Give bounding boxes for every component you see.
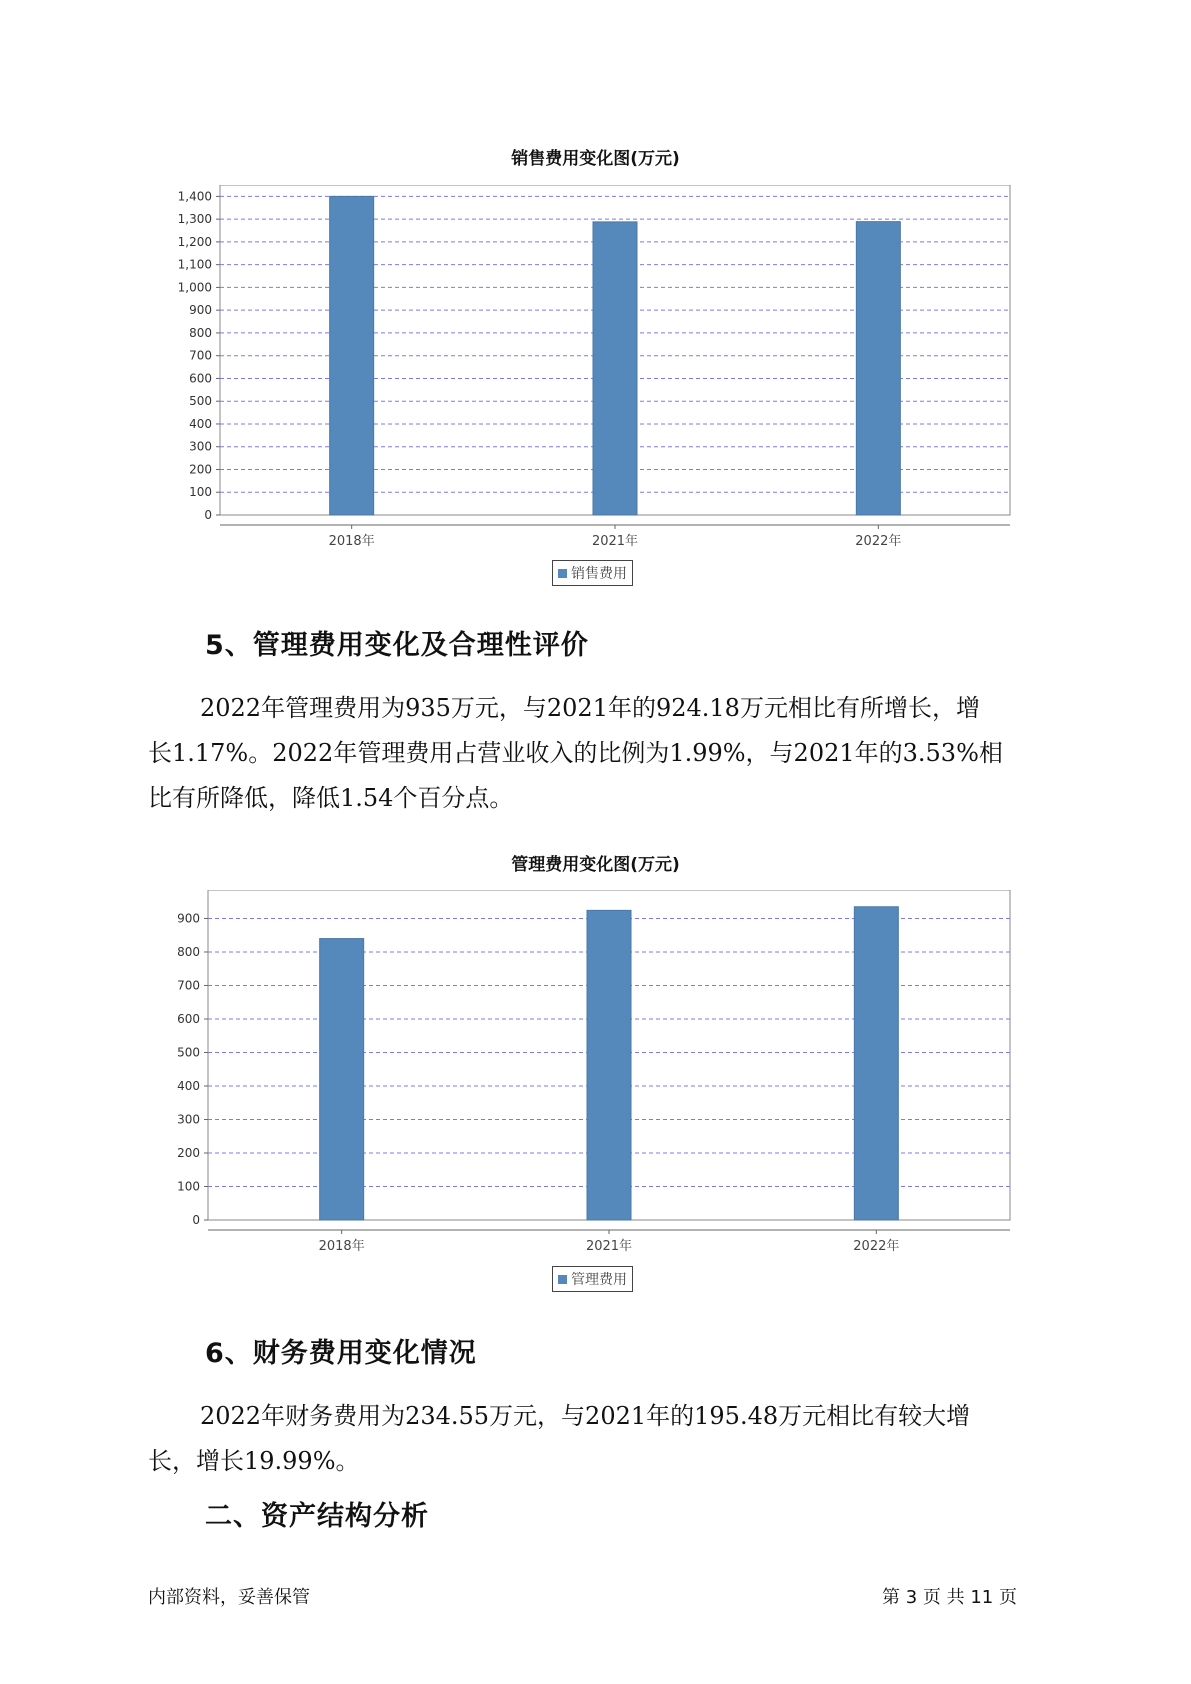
y-tick-label: 100	[189, 485, 212, 500]
y-tick-label: 400	[189, 416, 212, 431]
finance-expense-paragraph	[148, 1394, 1048, 1484]
y-tick-label: 1,400	[177, 189, 212, 204]
y-tick-label: 1,300	[177, 212, 212, 227]
x-tick-label: 2018年	[328, 534, 375, 549]
y-tick-label: 0	[204, 508, 212, 522]
section-heading-admin-expense: 5、管理费用变化及合理性评价	[205, 630, 589, 661]
x-tick-label: 2018年	[318, 1239, 365, 1254]
y-tick-label: 700	[177, 978, 200, 993]
paragraph-line: 2022年财务费用为234.55万元，与2021年的195.48万元相比有较大增	[200, 1402, 971, 1430]
bar	[593, 222, 637, 515]
paragraph-line: 长，增长19.99%。	[148, 1447, 360, 1475]
y-tick-label: 200	[177, 1145, 200, 1160]
sales-expense-chart-title: 销售费用变化图(万元)	[511, 149, 680, 169]
legend-swatch	[558, 1275, 567, 1284]
x-tick-label: 2022年	[853, 1239, 900, 1254]
bar	[856, 222, 900, 515]
section-heading-finance-expense: 6、财务费用变化情况	[205, 1338, 477, 1369]
y-tick-label: 800	[177, 944, 200, 959]
y-tick-label: 600	[177, 1011, 200, 1026]
y-tick-label: 100	[177, 1179, 200, 1194]
y-tick-label: 1,100	[177, 257, 212, 272]
y-tick-label: 1,200	[177, 234, 212, 249]
y-tick-label: 1,000	[177, 280, 212, 295]
y-tick-label: 500	[189, 394, 212, 409]
y-tick-label: 800	[189, 325, 212, 340]
paragraph-line: 比有所降低，降低1.54个百分点。	[148, 784, 514, 812]
y-tick-label: 600	[189, 371, 212, 386]
admin-expense-legend	[552, 1266, 633, 1292]
legend-label: 管理费用	[571, 1272, 627, 1288]
y-tick-label: 300	[189, 439, 212, 454]
bar	[854, 907, 898, 1220]
admin-expense-chart	[0, 890, 1191, 1260]
sales-expense-legend	[552, 560, 633, 586]
x-tick-label: 2021年	[585, 1239, 633, 1254]
footer-page-number: 第 3 页 共 11 页	[882, 1587, 1017, 1608]
admin-expense-chart-title: 管理费用变化图(万元)	[511, 855, 680, 875]
y-tick-label: 300	[177, 1112, 200, 1127]
y-tick-label: 500	[177, 1045, 200, 1060]
sales-expense-chart	[0, 185, 1191, 555]
legend-swatch	[558, 569, 567, 578]
paragraph-line: 2022年管理费用为935万元，与2021年的924.18万元相比有所增长，增	[200, 694, 980, 722]
x-tick-label: 2022年	[855, 534, 902, 549]
y-tick-label: 0	[192, 1213, 200, 1227]
y-tick-label: 400	[177, 1078, 200, 1093]
y-tick-label: 900	[189, 303, 212, 318]
bar	[320, 939, 364, 1220]
paragraph-line: 长1.17%。2022年管理费用占营业收入的比例为1.99%，与2021年的3.53%相	[148, 739, 1003, 767]
legend-label: 销售费用	[571, 566, 627, 582]
footer-confidential-note: 内部资料，妥善保管	[148, 1587, 310, 1608]
section-heading-asset-structure: 二、资产结构分析	[205, 1501, 429, 1532]
y-tick-label: 700	[189, 348, 212, 363]
bar	[587, 910, 631, 1220]
y-tick-label: 200	[189, 462, 212, 477]
x-tick-label: 2021年	[591, 534, 639, 549]
bar	[330, 196, 374, 515]
y-tick-label: 900	[177, 911, 200, 926]
admin-expense-paragraph	[148, 686, 1048, 821]
